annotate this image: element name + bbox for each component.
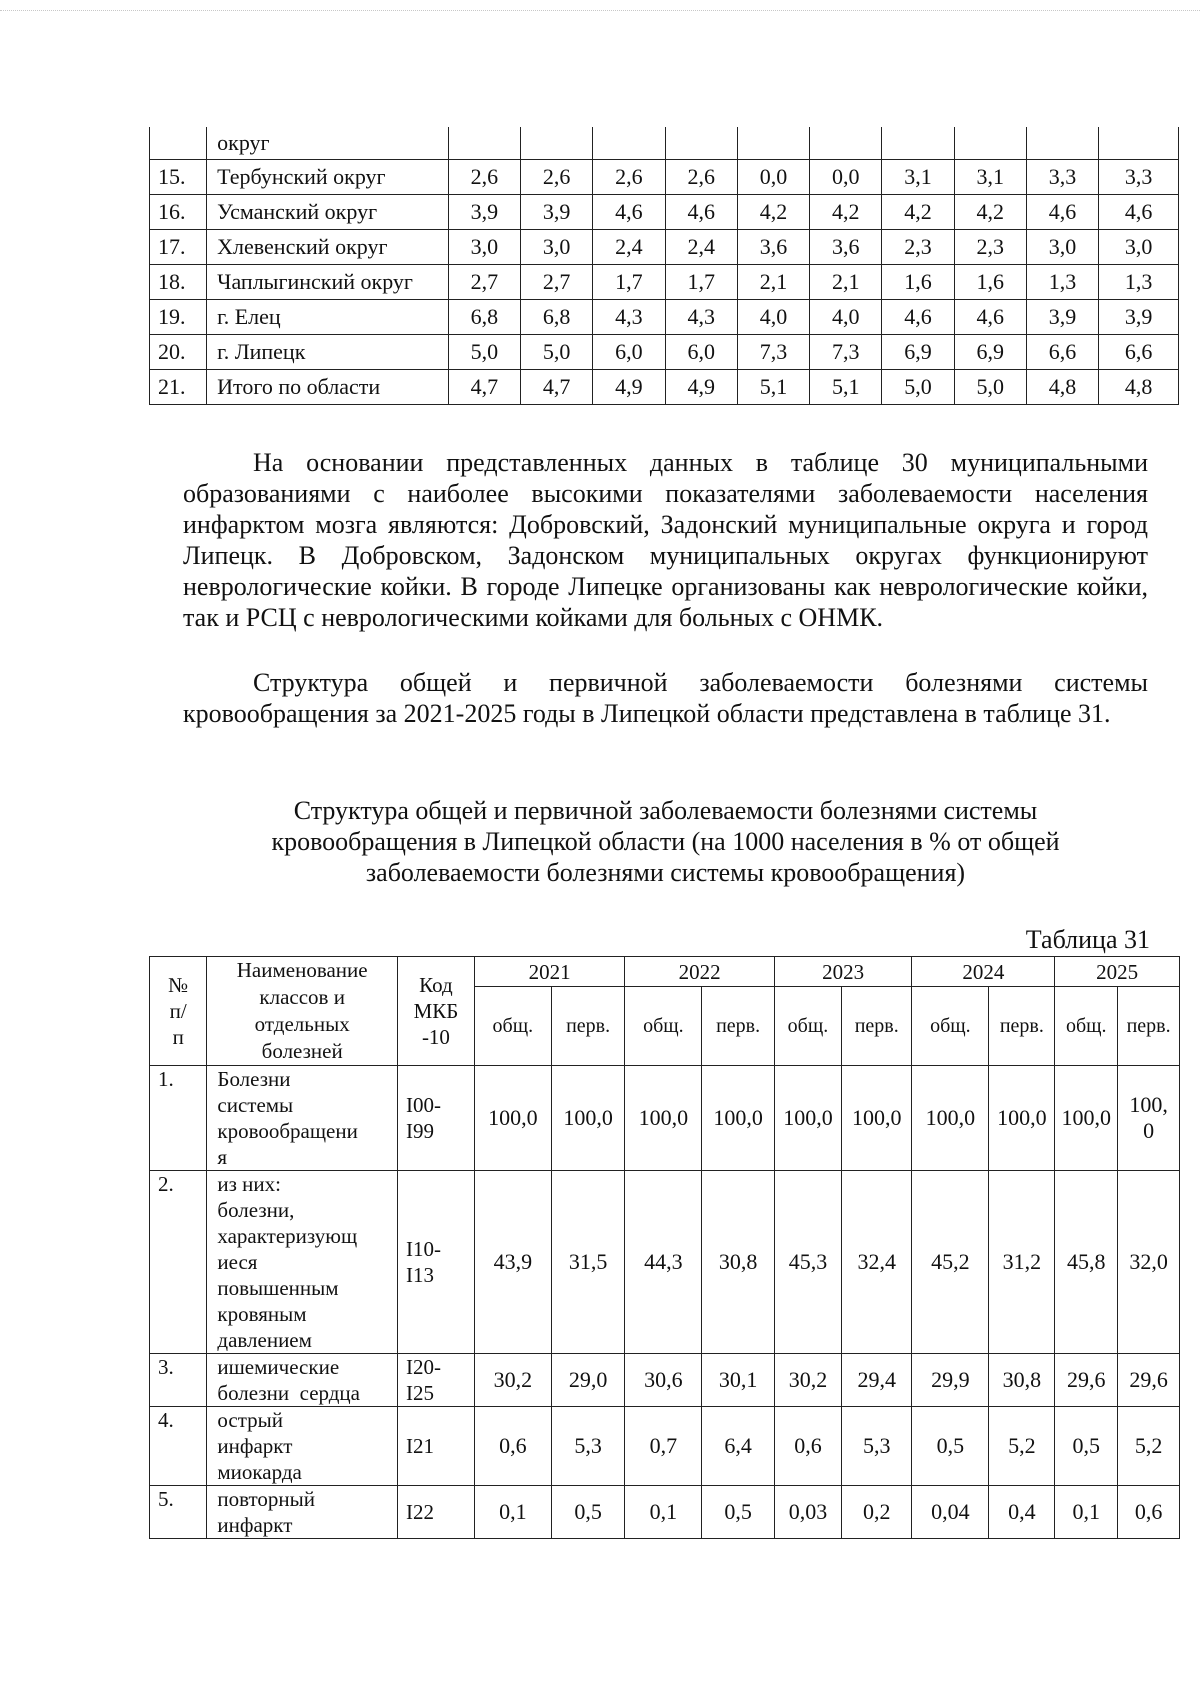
row-name: повторный инфаркт [207, 1486, 398, 1539]
cell: 31,2 [989, 1171, 1055, 1354]
cell: 100,0 [625, 1066, 702, 1171]
cell: 30,8 [989, 1354, 1055, 1407]
header-year: 2025 [1055, 957, 1180, 987]
cell: 1,3 [1099, 265, 1179, 300]
cell: 29,0 [551, 1354, 625, 1407]
cell: 3,0 [448, 230, 520, 265]
cell: 100,0 [912, 1066, 989, 1171]
cell: 3,1 [954, 160, 1026, 195]
cell: 30,6 [625, 1354, 702, 1407]
header-total: общ. [1055, 987, 1118, 1066]
row-number: 1. [150, 1066, 207, 1171]
cell: 4,6 [593, 195, 665, 230]
table-row [150, 1066, 1180, 1171]
table-row [150, 160, 1179, 195]
cell: 1,7 [665, 265, 737, 300]
cell: 6,9 [954, 335, 1026, 370]
row-name: Хлевенский округ [207, 230, 449, 265]
cell: 100,0 [551, 1066, 625, 1171]
cell: 2,3 [882, 230, 954, 265]
table-row [150, 1354, 1180, 1407]
caption-line: заболеваемости болезнями системы кровообращения) [365, 858, 966, 887]
row-code: I20- I25 [398, 1354, 475, 1407]
cell: 100,0 [1055, 1066, 1118, 1171]
cell: 4,2 [810, 195, 882, 230]
body-paragraph [183, 447, 1148, 633]
cell: 3,9 [1026, 300, 1098, 335]
row-number: 17. [150, 230, 207, 265]
paragraph-text: Структура общей и первичной заболеваемости болезнями системы кровообращения за 2021-2025 годы в Липецкой области представлена в таблице 31. [183, 668, 1148, 728]
cell: 0,0 [810, 160, 882, 195]
cell: 31,5 [551, 1171, 625, 1354]
cell: 4,6 [882, 300, 954, 335]
cell: 100,0 [702, 1066, 775, 1171]
cell: 2,3 [954, 230, 1026, 265]
cell: 100,0 [774, 1066, 841, 1171]
cell: 4,7 [448, 370, 520, 405]
table-row [150, 1407, 1180, 1486]
cell: 4,6 [665, 195, 737, 230]
table-row [150, 1171, 1180, 1354]
cell: 5,3 [551, 1407, 625, 1486]
cell: 5,1 [737, 370, 809, 405]
cell: 0,5 [551, 1486, 625, 1539]
cell: 6,0 [593, 335, 665, 370]
cell: 3,9 [1099, 300, 1179, 335]
cell: 0,1 [1055, 1486, 1118, 1539]
row-number: 16. [150, 195, 207, 230]
cell: 0,6 [774, 1407, 841, 1486]
cell: 2,1 [737, 265, 809, 300]
row-code: I10- I13 [398, 1171, 475, 1354]
cell: 100, 0 [1118, 1066, 1180, 1171]
cell: 43,9 [474, 1171, 551, 1354]
row-name: Усманский округ [207, 195, 449, 230]
header-total: общ. [474, 987, 551, 1066]
cell: 2,6 [521, 160, 593, 195]
cell: 6,0 [665, 335, 737, 370]
cell: 0,4 [989, 1486, 1055, 1539]
row-number: 2. [150, 1171, 207, 1354]
cell: 5,2 [989, 1407, 1055, 1486]
cell: 6,6 [1099, 335, 1179, 370]
row-number: 3. [150, 1354, 207, 1407]
cell: 4,9 [593, 370, 665, 405]
cell: 4,6 [954, 300, 1026, 335]
body-paragraph [183, 667, 1148, 729]
cell: 29,9 [912, 1354, 989, 1407]
cell: 5,0 [448, 335, 520, 370]
cell: 100,0 [474, 1066, 551, 1171]
cell: 45,3 [774, 1171, 841, 1354]
cell: 5,1 [810, 370, 882, 405]
header-code: Код МКБ -10 [398, 957, 475, 1066]
cell: 2,4 [593, 230, 665, 265]
row-name: Итого по области [207, 370, 449, 405]
table-31 [149, 956, 1180, 1539]
cell: 2,4 [665, 230, 737, 265]
cell: 0,6 [1118, 1486, 1180, 1539]
cell: 3,9 [448, 195, 520, 230]
header-primary: перв. [842, 987, 912, 1066]
cell: 4,2 [954, 195, 1026, 230]
row-number: 5. [150, 1486, 207, 1539]
cell: 4,3 [665, 300, 737, 335]
cell: 4,9 [665, 370, 737, 405]
cell: 3,0 [521, 230, 593, 265]
cell: 1,7 [593, 265, 665, 300]
row-number: 20. [150, 335, 207, 370]
cell: 30,2 [774, 1354, 841, 1407]
cell: 4,2 [737, 195, 809, 230]
cell: 45,8 [1055, 1171, 1118, 1354]
cell: 3,6 [810, 230, 882, 265]
cell: 3,3 [1099, 160, 1179, 195]
cell: 5,0 [954, 370, 1026, 405]
cell: 4,8 [1099, 370, 1179, 405]
table-row [150, 195, 1179, 230]
row-name: из них: болезни, характеризующ иеся повышенным кровяным давлением [207, 1171, 398, 1354]
cell: 0,5 [912, 1407, 989, 1486]
header-year: 2022 [625, 957, 774, 987]
cell: 4,6 [1026, 195, 1098, 230]
cell: 3,6 [737, 230, 809, 265]
cell: 3,0 [1099, 230, 1179, 265]
cell: 29,6 [1118, 1354, 1180, 1407]
cell: 4,2 [882, 195, 954, 230]
cell: 44,3 [625, 1171, 702, 1354]
cell: 4,7 [521, 370, 593, 405]
row-code: I00- I99 [398, 1066, 475, 1171]
cell: 4,6 [1099, 195, 1179, 230]
cell: 1,3 [1026, 265, 1098, 300]
row-code: I21 [398, 1407, 475, 1486]
header-total: общ. [625, 987, 702, 1066]
cell: 2,6 [448, 160, 520, 195]
header-primary: перв. [702, 987, 775, 1066]
header-total: общ. [774, 987, 841, 1066]
table-row [150, 127, 1179, 160]
cell: 0,1 [625, 1486, 702, 1539]
cell: 2,1 [810, 265, 882, 300]
table-row [150, 300, 1179, 335]
caption-line: Структура общей и первичной заболеваемости болезнями системы [293, 796, 1038, 825]
table-row [150, 370, 1179, 405]
cell: 5,3 [842, 1407, 912, 1486]
paragraph-text: На основании представленных данных в таблице 30 муниципальными образованиями с наиболее высокими показателями заболеваемости населения инфарктом мозга являются: Добровский, Задонский муниципальные округа и город Липецк. В Добровском, Задонском муниципальных округах функционируют неврологические койки. В городе Липецке организованы как неврологические койки, так и РСЦ с неврологическими койками для больных с ОНМК. [183, 448, 1148, 632]
cell: 2,6 [593, 160, 665, 195]
table-30-continuation [149, 127, 1179, 405]
row-name: Тербунский округ [207, 160, 449, 195]
header-number: № п/ п [150, 957, 207, 1066]
cell: 3,3 [1026, 160, 1098, 195]
header-year: 2024 [912, 957, 1055, 987]
row-name: острый инфаркт миокарда [207, 1407, 398, 1486]
cell: 0,5 [1055, 1407, 1118, 1486]
header-name: Наименование классов и отдельных болезней [207, 957, 398, 1066]
page-top-edge [0, 10, 1200, 11]
cell: 2,6 [665, 160, 737, 195]
row-name: Чаплыгинский округ [207, 265, 449, 300]
table-row [150, 335, 1179, 370]
row-number: 21. [150, 370, 207, 405]
row-label: округ [207, 127, 449, 160]
cell: 32,4 [842, 1171, 912, 1354]
cell: 0,0 [737, 160, 809, 195]
cell: 32,0 [1118, 1171, 1180, 1354]
cell: 0,1 [474, 1486, 551, 1539]
cell: 30,1 [702, 1354, 775, 1407]
cell: 6,4 [702, 1407, 775, 1486]
cell: 100,0 [989, 1066, 1055, 1171]
row-name: Болезни системы кровообращени я [207, 1066, 398, 1171]
cell: 0,7 [625, 1407, 702, 1486]
cell: 5,2 [1118, 1407, 1180, 1486]
cell: 3,9 [521, 195, 593, 230]
cell: 45,2 [912, 1171, 989, 1354]
table-caption [183, 795, 1148, 888]
cell: 100,0 [842, 1066, 912, 1171]
cell: 5,0 [521, 335, 593, 370]
row-name: ишемические болезни сердца [207, 1354, 398, 1407]
cell: 0,5 [702, 1486, 775, 1539]
cell: 3,1 [882, 160, 954, 195]
table-header-row [150, 957, 1180, 987]
row-number: 4. [150, 1407, 207, 1486]
header-primary: перв. [989, 987, 1055, 1066]
row-number: 18. [150, 265, 207, 300]
cell: 6,8 [521, 300, 593, 335]
row-code: I22 [398, 1486, 475, 1539]
cell: 6,6 [1026, 335, 1098, 370]
cell: 7,3 [737, 335, 809, 370]
cell: 7,3 [810, 335, 882, 370]
cell: 6,8 [448, 300, 520, 335]
cell: 30,2 [474, 1354, 551, 1407]
caption-line: кровообращения в Липецкой области (на 1000 населения в % от общей [271, 827, 1060, 856]
cell: 1,6 [882, 265, 954, 300]
cell: 0,6 [474, 1407, 551, 1486]
cell: 4,0 [810, 300, 882, 335]
row-number: 19. [150, 300, 207, 335]
header-primary: перв. [551, 987, 625, 1066]
cell: 2,7 [521, 265, 593, 300]
table-row [150, 265, 1179, 300]
cell: 3,0 [1026, 230, 1098, 265]
row-name: г. Елец [207, 300, 449, 335]
cell: 5,0 [882, 370, 954, 405]
row-name: г. Липецк [207, 335, 449, 370]
cell: 0,2 [842, 1486, 912, 1539]
table-row [150, 230, 1179, 265]
cell: 0,04 [912, 1486, 989, 1539]
cell: 30,8 [702, 1171, 775, 1354]
cell: 0,03 [774, 1486, 841, 1539]
table-row [150, 1486, 1180, 1539]
cell: 1,6 [954, 265, 1026, 300]
cell: 4,0 [737, 300, 809, 335]
cell: 2,7 [448, 265, 520, 300]
cell: 29,4 [842, 1354, 912, 1407]
header-year: 2023 [774, 957, 912, 987]
cell: 6,9 [882, 335, 954, 370]
cell: 4,3 [593, 300, 665, 335]
header-total: общ. [912, 987, 989, 1066]
cell: 4,8 [1026, 370, 1098, 405]
cell: 29,6 [1055, 1354, 1118, 1407]
table-number-label: Таблица 31 [1025, 925, 1150, 954]
row-number: 15. [150, 160, 207, 195]
header-primary: перв. [1118, 987, 1180, 1066]
header-year: 2021 [474, 957, 625, 987]
